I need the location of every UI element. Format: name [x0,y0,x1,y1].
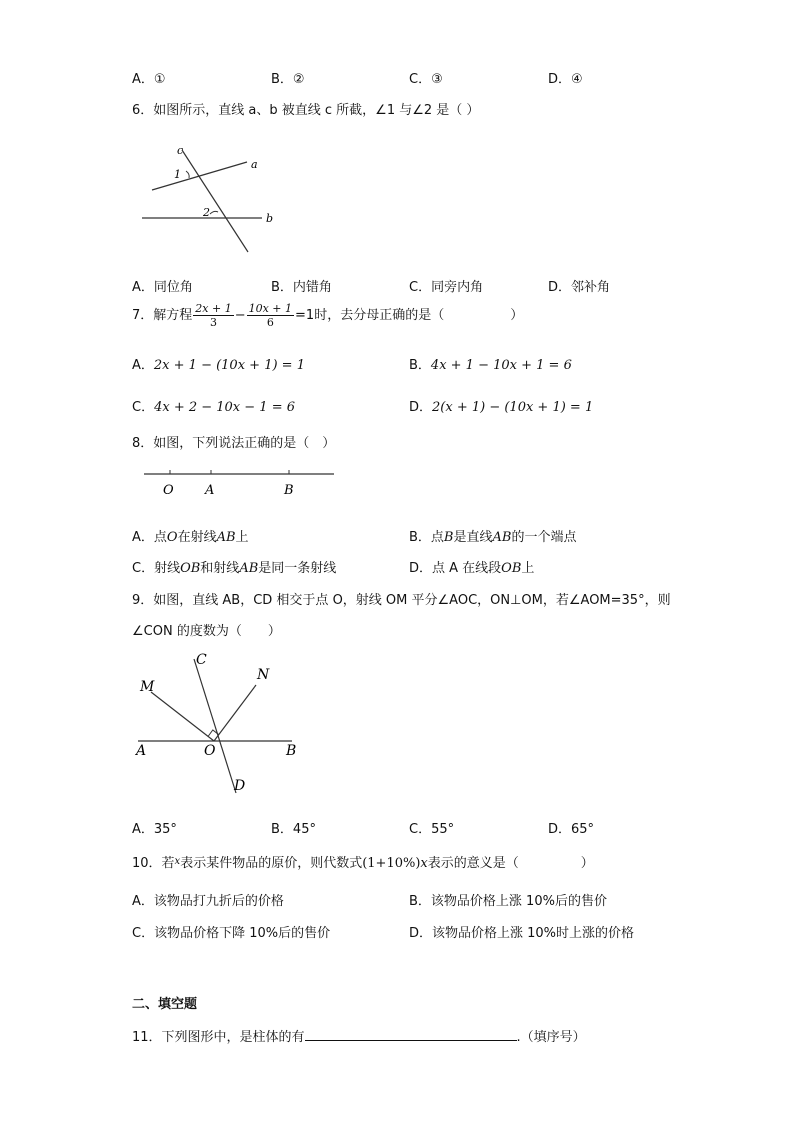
q11-answer-blank[interactable] [305,1028,517,1041]
q6-label-a: a [251,158,258,171]
q9-label-o: O [204,743,216,759]
q9-line-cd [194,659,236,793]
q8-figure [132,464,342,500]
q6-option-b: B．内错角 [271,280,332,295]
q8-label-o: O [163,483,174,498]
q9-label-n: N [257,667,270,683]
q6-option-d: D．邻补角 [548,280,611,295]
q10-stem: 10．若$^x$表示某件物品的原价，则代数式(1+10%)x表示的意义是（ ） [132,856,594,871]
q8-option-c: C．射线OB和射线AB是同一条射线 [132,561,337,576]
q9-figure [132,645,312,800]
q10-option-a: A．该物品打九折后的价格 [132,894,284,909]
q8-label-a: A [205,483,215,498]
q8-option-a: A．点O在射线AB上 [132,530,249,545]
q6-label-angle2: 2 [203,206,210,219]
q9-label-b: B [286,743,297,759]
q6-label-angle1: 1 [174,168,181,181]
q10-option-d: D．该物品价格上涨 10%时上涨的价格 [409,926,635,941]
q5-option-c: C．③ [409,72,443,87]
q6-label-c: c [177,144,184,157]
q9-ray-on [214,685,256,741]
q5-option-b: B．② [271,72,305,87]
q5-option-a: A．① [132,72,166,87]
q9-option-d: D．65° [548,822,595,837]
q7-fraction-1: $\frac{2x + 1}{3}$ [195,302,232,329]
q9-label-a: A [136,743,147,759]
q8-option-d: D．点 A 在线段OB上 [409,561,535,576]
q6-line-c [182,150,248,252]
q9-stem-line2: ∠CON 的度数为（ ） [132,624,281,639]
section-heading: 二、填空题 [132,997,198,1012]
q6-figure [132,138,292,258]
q9-option-b: B．45° [271,822,316,837]
q9-label-c: C [196,652,207,668]
q10-option-b: B．该物品价格上涨 10%后的售价 [409,894,607,909]
q5-option-d: D．④ [548,72,583,87]
q6-stem: 6．如图所示，直线 a、b 被直线 c 所截，∠1 与∠2 是（ ） [132,103,480,118]
q6-option-a: A．同位角 [132,280,193,295]
q9-option-a: A．35° [132,822,177,837]
q9-ray-om [151,692,214,741]
q7-option-c: C．4x + 2 − 10x − 1 = 6 [132,400,295,415]
q7-stem: 7．解方程 $\frac{2x + 1}{3}$ − $\frac{10x + 1}{6}$ =1时，去分母正确的是（ ） [132,302,524,329]
q8-option-b: B．点B是直线AB的一个端点 [409,530,577,545]
q7-fraction-2: $\frac{10x + 1}{6}$ [248,302,293,329]
q10-option-c: C．该物品价格下降 10%后的售价 [132,926,331,941]
q9-label-d: D [234,778,246,794]
q8-stem: 8．如图，下列说法正确的是（ ） [132,436,336,451]
q6-option-c: C．同旁内角 [409,280,484,295]
q8-label-b: B [284,483,294,498]
q7-option-d: D．2(x + 1) − (10x + 1) = 1 [409,400,594,415]
q7-option-b: B．4x + 1 − 10x + 1 = 6 [409,358,572,373]
q9-stem-line1: 9．如图，直线 AB，CD 相交于点 O，射线 OM 平分∠AOC，ON⊥OM，若∠AOM=35°，则 [132,593,671,608]
q11-stem: 11．下列图形中，是柱体的有 .（填序号） [132,1030,586,1045]
q9-option-c: C．55° [409,822,455,837]
q7-option-a: A．2x + 1 − (10x + 1) = 1 [132,358,305,373]
q9-label-m: M [140,679,155,695]
q6-label-b: b [266,212,274,225]
